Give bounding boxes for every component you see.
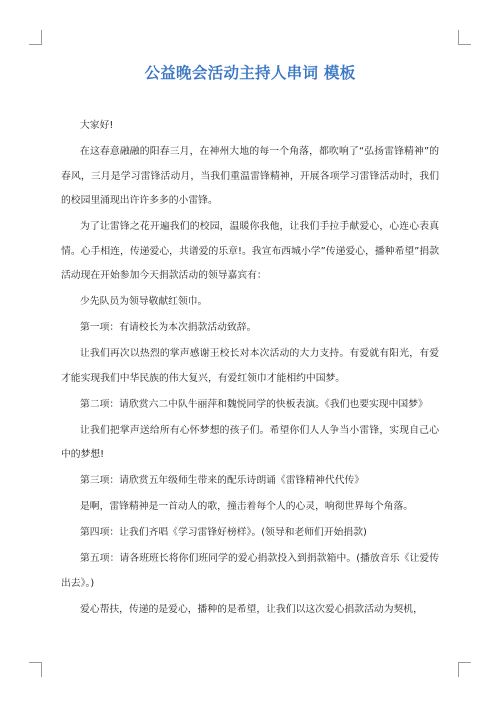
- paragraph: 让我们再次以热烈的掌声感谢王校长对本次活动的大力支持。有爱就有阳光，有爱才能实现我们中华民族的伟大复兴，有爱红领巾才能相约中国梦。: [61, 348, 439, 384]
- paragraph: 第二项：请欣赏六二中队牛丽萍和魏悦同学的快板表演。《我们也要实现中国梦》: [80, 398, 428, 410]
- crop-mark-bottom-right: [458, 662, 471, 677]
- paragraph: 让我们把掌声送给所有心怀梦想的孩子们。希望你们人人争当小雷锋，实现自己心中的梦想!: [61, 424, 439, 460]
- crop-mark-top-right: [458, 30, 471, 45]
- crop-mark-top-left: [29, 30, 42, 45]
- document-title: 公益晚会活动主持人串词 模板: [144, 64, 356, 82]
- paragraph: 是啊，雷锋精神是一首动人的歌，撞击着每个人的心灵，响彻世界每个角落。: [80, 501, 414, 512]
- paragraph: 为了让雷锋之花开遍我们的校园，温暖你我他，让我们手拉手献爱心，心连心表真情。心手相连，传递爱心，共谱爱的乐章!。我宣布西城小学”传递爱心，播种希望”捐款活动现在开始参加今天捐款活动的领导嘉宾有：: [61, 221, 439, 281]
- paragraph: 第三项：请欣赏五年级师生带来的配乐诗朗诵《雷锋精神代代传》: [80, 475, 365, 486]
- paragraph: 爱心帮扶，传递的是爱心，播种的是希望，让我们以这次爱心捐款活动为契机，: [80, 603, 423, 615]
- paragraph: 少先队员为领导敬献红领巾。: [80, 296, 208, 307]
- paragraph: 第五项：请各班班长将你们班同学的爱心捐款投入到捐款箱中。(播放音乐《让爱传出去》。): [61, 553, 439, 589]
- greeting: 大家好!: [80, 120, 114, 131]
- paragraph: 第四项：让我们齐唱《学习雷锋好榜样》。(领导和老师们开始捐款): [80, 527, 367, 538]
- paragraph: 第一项：有请校长为本次捐款活动致辞。: [80, 322, 257, 333]
- document-page: [61, 60, 439, 624]
- crop-mark-bottom-left: [29, 662, 42, 677]
- paragraph: 在这春意融融的阳春三月，在神州大地的每一个角落，都吹响了“弘扬雷锋精神”的春风，三月是学习雷锋活动月，当我们重温雷锋精神，开展各项学习雷锋活动时，我们的校园里涌现出许许多多的小雷锋。: [61, 146, 439, 206]
